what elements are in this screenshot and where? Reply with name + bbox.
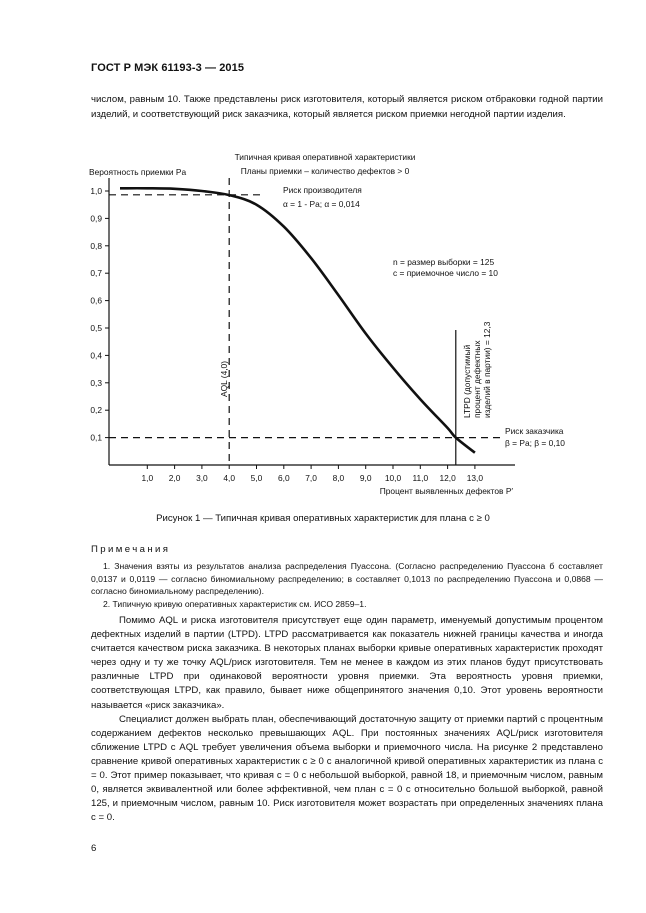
x-tick-label: 8,0 xyxy=(332,473,345,483)
y-tick-label: 0,5 xyxy=(90,323,102,333)
y-tick-label: 0,2 xyxy=(90,405,102,416)
body-text xyxy=(91,614,603,825)
ltpd-label-2: процент дефектных xyxy=(472,340,482,418)
producer-risk-formula: α = 1 - Pa; α = 0,014 xyxy=(283,199,360,209)
intro-paragraph: числом, равным 10. Также представлены риск изготовителя, который является риском отбраковки годной партии изделий, и соответствующий риск заказчика, который является риском приемки негодной партии изделия. xyxy=(91,94,603,121)
chart-subtitle: Планы приемки – количество дефектов > 0 xyxy=(240,166,410,176)
y-tick-label: 0,3 xyxy=(90,377,102,388)
x-tick-label: 6,0 xyxy=(277,473,290,483)
body-paragraph: Помимо AQL и риска изготовителя присутствует еще один параметр, именуемый допустимым процентом дефектных изделий в партии (LTPD). LTPD рассматривается как показатель нижней границы качества и иногда считается качеством риска заказчика. В некоторых планах выборки кривые оперативных характеристик проходят через одну и ту же точку AQL/риск изготовителя. Тем не менее в каждом из этих планов будут присутствовать различные LTPD при одинаковой вероятности уровня приемки. Эта вероятность уровня приемки, соответствующая LTPD, как правило, бывает ниже общепринятого значения 0,10. Этот уровень вероятности называется «риск заказчика». xyxy=(91,615,603,711)
y-ticks xyxy=(90,186,109,443)
page-number: 6 xyxy=(91,843,97,854)
note-item: 1. Значения взяты из результатов анализа распределения Пуассона. (Согласно распределению Пуассона б составляет 0,0137 и 0,0119 — согласно биномиальному распределению; в составляет 0,1013 по распределению Пуассона и 0,0868 — согласно биномиальному распределению). xyxy=(91,561,603,597)
y-tick-label: 0,1 xyxy=(90,432,102,443)
x-tick-label: 4,0 xyxy=(223,473,236,483)
chart-title: Типичная кривая оперативной характеристики xyxy=(234,152,416,162)
body-paragraph: Специалист должен выбрать план, обеспечивающий достаточную защиту от приемки партий с процентным содержанием дефектов несколько превышающих AQL. При постоянных значениях AQL/риск изготовителя сближение LTPD с AQL требует увеличения объема выборки и приемочного числа. На рисунке 2 представлено сравнение кривой оперативных характеристик c ≥ 0 с аналогичной кривой оперативных характеристик из плана c = 0. Этот пример показывает, что кривая c = 0 с небольшой выборкой, равной 18, и приемочным числом, равным 0, является эквивалентной или более эффективной, чем план c = 0 с относительно большой выборкой, равной 125, и приемочным числом, равным 10. Риск изготовителя может возрастать при определенных значениях плана c = 0. xyxy=(91,713,603,824)
figure-caption: Рисунок 1 — Типичная кривая оперативных характеристик для плана c ≥ 0 xyxy=(156,513,490,524)
x-tick-label: 10,0 xyxy=(384,473,402,483)
page-header: ГОСТ Р МЭК 61193-3 — 2015 xyxy=(91,62,245,74)
y-tick-label: 1,0 xyxy=(90,186,102,196)
x-tick-label: 3,0 xyxy=(196,473,208,483)
producer-risk-label: Риск производителя xyxy=(283,185,362,195)
aql-label: AQL (4,0) xyxy=(219,361,229,397)
y-tick-label: 0,6 xyxy=(90,295,102,306)
x-tick-label: 7,0 xyxy=(305,473,317,483)
x-tick-label: 1,0 xyxy=(141,473,154,483)
x-tick-label: 5,0 xyxy=(250,473,263,483)
ltpd-label-1: LTPD (допустимый xyxy=(462,344,472,418)
oc-curve xyxy=(120,188,475,452)
notes-block xyxy=(91,560,603,610)
x-tick-label: 12,0 xyxy=(439,473,456,483)
x-tick-label: 2,0 xyxy=(168,473,181,483)
y-tick-label: 0,8 xyxy=(90,240,102,251)
notes-title: Примечания xyxy=(91,544,171,555)
y-tick-label: 0,7 xyxy=(90,268,102,279)
x-tick-label: 13,0 xyxy=(466,473,484,483)
x-tick-label: 9,0 xyxy=(359,473,372,483)
x-ticks xyxy=(141,465,483,483)
y-tick-label: 0,9 xyxy=(90,213,102,224)
ltpd-label-3: изделий в партии) = 12,3 xyxy=(482,321,492,418)
y-tick-label: 0,4 xyxy=(90,350,102,361)
consumer-risk-formula: β = Pa; β = 0,10 xyxy=(505,438,565,448)
x-axis-label: Процент выявленных дефектов P′ xyxy=(379,486,513,496)
y-axis-label: Вероятность приемки Pa xyxy=(89,167,187,177)
consumer-risk-label: Риск заказчика xyxy=(505,426,564,436)
acceptance-number-label: c = приемочное число = 10 xyxy=(393,268,498,278)
x-tick-label: 11,0 xyxy=(412,473,429,483)
sample-size-label: n = размер выборки = 125 xyxy=(393,257,495,267)
note-item: 2. Типичную кривую оперативных характеристик см. ИСО 2859–1. xyxy=(103,598,367,609)
